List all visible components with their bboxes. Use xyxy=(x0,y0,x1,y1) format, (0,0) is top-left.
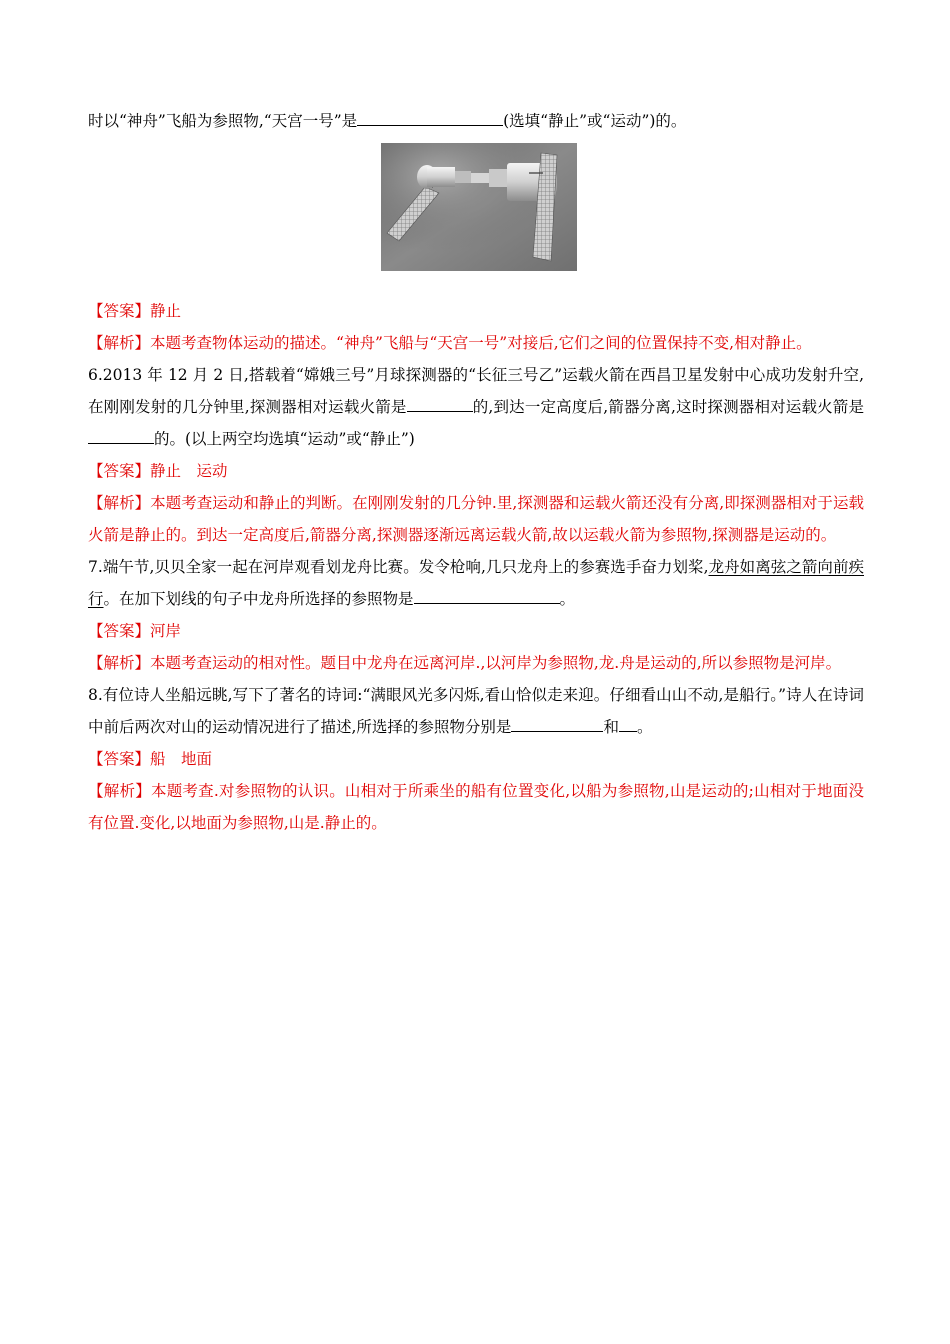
answer-blank xyxy=(357,111,503,126)
q6-analysis: 【解析】本题考查运动和静止的判断。在刚刚发射的几分钟.里,探测器和运载火箭还没有分离,即探测器相对于运载火箭是静止的。到达一定高度后,箭器分离,探测器逐渐远离运载火箭,故以运载火箭为参照物,探测器是运动的。 xyxy=(88,494,864,544)
tiangong-shenzhou-picture xyxy=(381,143,577,271)
underlined-sentence: 龙舟如离弦之箭向前疾行 xyxy=(88,558,864,608)
answer-blank xyxy=(619,717,637,732)
q6-answer: 【答案】静止 运动 xyxy=(88,462,228,480)
q5-question: 时以“神舟”飞船为参照物,“天宫一号”是 (选填“静止”或“运动”)的。 xyxy=(88,112,687,130)
answer-blank xyxy=(88,429,154,444)
q8-analysis: 【解析】本题考查.对参照物的认识。山相对于所乘坐的船有位置变化,以船为参照物,山是运动的;山相对于地面没有位置.变化,以地面为参照物,山是.静止的。 xyxy=(88,782,864,832)
q7-analysis: 【解析】本题考查运动的相对性。题目中龙舟在远离河岸.,以河岸为参照物,龙.舟是运动的,所以参照物是河岸。 xyxy=(88,654,842,672)
q6-question: 6.2013 年 12 月 2 日,搭载着“嫦娥三号”月球探测器的“长征三号乙”运载火箭在西昌卫星发射中心成功发射升空,在刚刚发射的几分钟里,探测器相对运载火箭是 的,到达一定高度后,箭器分离,这时探测器相对运载火箭是的。(以上两空均选填“运动”或“静止”) xyxy=(88,366,864,448)
answer-blank xyxy=(511,717,603,732)
q7-answer: 【答案】河岸 xyxy=(88,622,182,640)
q8-answer: 【答案】船 地面 xyxy=(88,750,213,768)
answer-blank xyxy=(407,397,473,412)
document-page xyxy=(88,110,864,839)
space-station-image xyxy=(381,143,577,271)
answer-blank xyxy=(414,589,560,604)
q7-question: 7.端午节,贝贝全家一起在河岸观看划龙舟比赛。发令枪响,几只龙舟上的参赛选手奋力划桨,龙舟如离弦之箭向前疾行。在加下划线的句子中龙舟所选择的参照物是 。 xyxy=(88,558,864,608)
q5-answer: 【答案】静止 xyxy=(88,302,182,320)
q8-question: 8.有位诗人坐船远眺,写下了著名的诗词:“满眼风光多闪烁,看山恰似走来迎。仔细看山山不动,是船行。”诗人在诗词中前后两次对山的运动情况进行了描述,所选择的参照物分别是 和 。 xyxy=(88,686,864,736)
q5-analysis: 【解析】本题考查物体运动的描述。“神舟”飞船与“天宫一号”对接后,它们之间的位置保持不变,相对静止。 xyxy=(88,334,812,352)
